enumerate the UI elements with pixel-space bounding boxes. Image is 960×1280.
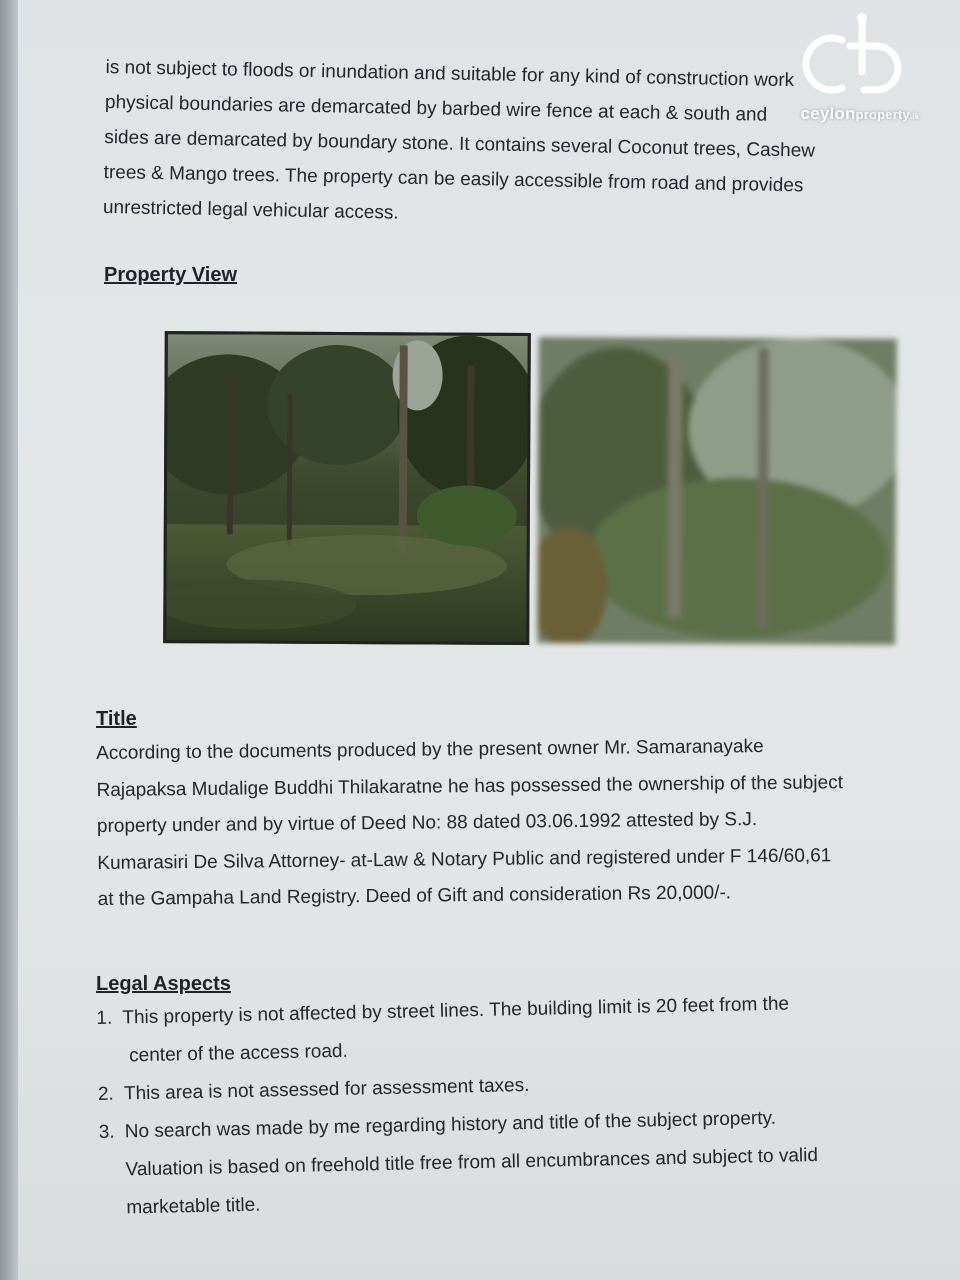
- list-number: 1.: [96, 1007, 113, 1029]
- intro-line: is not subject to floods or inundation and suitable for any kind of construction work: [105, 56, 795, 92]
- property-photo-right-blurred: [537, 337, 897, 645]
- title-paragraph: [96, 728, 898, 919]
- list-line: This property is not affected by street lines. The building limit is 20 feet from the: [122, 993, 790, 1029]
- ceylonproperty-logo-icon: [780, 12, 940, 104]
- list-line: center of the access road.: [128, 1040, 348, 1067]
- legal-aspects-heading: Legal Aspects: [96, 973, 231, 995]
- watermark-brand2: property: [855, 107, 910, 122]
- intro-line: sides are demarcated by boundary stone. It contains several Coconut trees, Cashew: [104, 126, 816, 162]
- intro-line: unrestricted legal vehicular access.: [102, 196, 399, 224]
- watermark-tld: .lk: [909, 112, 920, 121]
- list-number: 3.: [98, 1121, 115, 1143]
- title-heading: Title: [96, 708, 137, 730]
- blurred-forest-image: [537, 337, 897, 645]
- property-view-heading: Property View: [104, 264, 238, 286]
- title-line: Kumarasiri De Silva Attorney- at-Law & Notary Public and registered under F 146/60,61: [97, 844, 832, 874]
- list-number: 2.: [97, 1083, 115, 1105]
- intro-paragraph: [103, 50, 886, 240]
- title-line: at the Gampaha Land Registry. Deed of Gift and consideration Rs 20,000/-.: [97, 882, 732, 910]
- watermark-text: [780, 104, 940, 124]
- legal-aspects-list: [96, 983, 901, 1228]
- list-line: marketable title.: [126, 1194, 261, 1219]
- list-item: [98, 1097, 900, 1228]
- property-photos: [163, 331, 897, 648]
- intro-line: trees & Mango trees. The property can be easily accessible from road and provides: [103, 161, 804, 197]
- list-line: No search was made by me regarding history and title of the subject property.: [124, 1107, 777, 1143]
- title-line: According to the documents produced by the present owner Mr. Samaranayake: [96, 736, 764, 764]
- forest-image: [166, 334, 528, 642]
- intro-line: physical boundaries are demarcated by barbed wire fence at each & south and: [104, 91, 768, 126]
- document-page: [18, 0, 960, 1280]
- list-line: This area is not assessed for assessment taxes.: [123, 1074, 530, 1105]
- watermark-brand: ceylon: [800, 104, 856, 123]
- title-line: property under and by virtue of Deed No: 88 dated 03.06.1992 attested by S.J.: [96, 809, 758, 837]
- list-line: Valuation is based on freehold title free from all encumbrances and subject to valid: [125, 1144, 819, 1181]
- title-line: Rajapaksa Mudalige Buddhi Thilakaratne he has possessed the ownership of the subject: [96, 771, 844, 801]
- property-photo-left: [163, 331, 531, 645]
- ceylonproperty-watermark: [780, 12, 940, 128]
